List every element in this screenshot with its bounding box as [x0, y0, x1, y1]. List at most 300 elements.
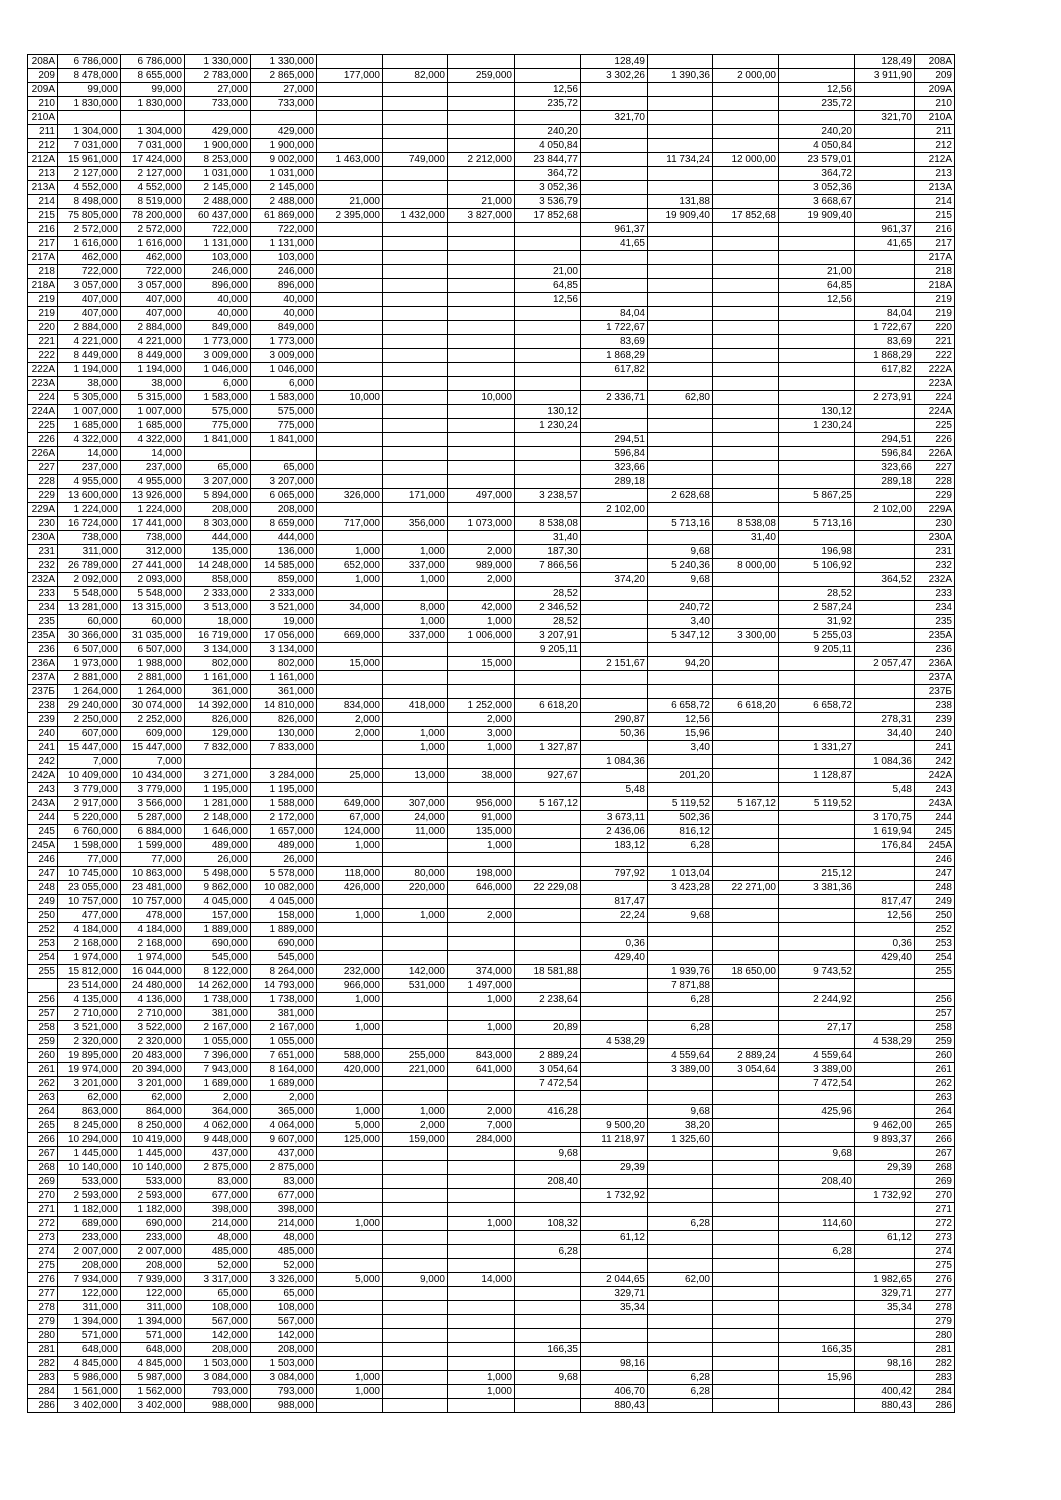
table-cell — [779, 1287, 855, 1301]
table-cell: 40,000 — [251, 307, 317, 321]
table-cell — [713, 1147, 779, 1161]
table-cell — [317, 741, 383, 755]
table-cell: 214,000 — [251, 1217, 317, 1231]
table-cell: 2 889,24 — [713, 1049, 779, 1063]
table-cell — [581, 601, 648, 615]
table-cell: 1 503,000 — [251, 1357, 317, 1371]
table-cell: 257 — [28, 1007, 58, 1021]
table-cell — [515, 377, 581, 391]
table-cell — [515, 783, 581, 797]
table-cell — [779, 713, 855, 727]
table-cell: 13 926,000 — [121, 489, 185, 503]
table-cell: 8 538,08 — [713, 517, 779, 531]
table-row — [28, 55, 955, 69]
table-cell: 221,000 — [383, 1063, 448, 1077]
table-cell: 1,000 — [317, 1021, 383, 1035]
table-cell: 5,000 — [317, 1119, 383, 1133]
table-cell: 272 — [28, 1217, 58, 1231]
table-cell: 122,000 — [58, 1287, 121, 1301]
table-cell — [648, 1315, 713, 1329]
table-cell: 212А — [915, 153, 955, 167]
table-cell: 232 — [915, 559, 955, 573]
table-cell: 8 519,000 — [121, 195, 185, 209]
table-cell — [448, 1259, 515, 1273]
table-cell — [383, 377, 448, 391]
table-cell: 262 — [915, 1077, 955, 1091]
table-cell: 26,000 — [251, 853, 317, 867]
table-cell: 9 862,000 — [185, 881, 251, 895]
table-row — [28, 797, 955, 811]
table-cell: 690,000 — [121, 1217, 185, 1231]
table-cell — [713, 363, 779, 377]
table-cell: 2,000 — [251, 1091, 317, 1105]
table-cell: 208,000 — [185, 1343, 251, 1357]
table-cell: 1,000 — [448, 839, 515, 853]
table-cell: 374,20 — [581, 573, 648, 587]
table-cell — [855, 209, 915, 223]
table-cell: 12,56 — [779, 293, 855, 307]
table-cell — [648, 125, 713, 139]
table-cell — [581, 993, 648, 1007]
table-cell — [515, 349, 581, 363]
table-cell — [448, 1245, 515, 1259]
table-cell: 273 — [915, 1231, 955, 1245]
table-cell — [648, 251, 713, 265]
table-cell: 50,36 — [581, 727, 648, 741]
table-cell: 2 917,000 — [58, 797, 121, 811]
table-cell — [713, 685, 779, 699]
table-row — [28, 489, 955, 503]
table-cell: 2 007,000 — [58, 1245, 121, 1259]
table-cell — [317, 321, 383, 335]
table-cell — [317, 895, 383, 909]
table-cell: 5,48 — [581, 783, 648, 797]
table-cell: 283 — [28, 1371, 58, 1385]
table-cell: 1 830,000 — [58, 97, 121, 111]
table-cell: 247 — [28, 867, 58, 881]
table-cell — [779, 573, 855, 587]
table-cell: 225 — [28, 419, 58, 433]
table-cell: 1 599,000 — [121, 839, 185, 853]
table-cell — [648, 223, 713, 237]
table-cell: 40,000 — [251, 293, 317, 307]
table-cell: 255,000 — [383, 1049, 448, 1063]
table-cell: 407,000 — [58, 307, 121, 321]
table-cell: 17 852,68 — [515, 209, 581, 223]
table-cell — [713, 937, 779, 951]
table-row — [28, 1161, 955, 1175]
table-cell: 52,000 — [185, 1259, 251, 1273]
table-cell: 365,000 — [251, 1105, 317, 1119]
table-cell — [855, 923, 915, 937]
table-cell — [515, 335, 581, 349]
table-row — [28, 97, 955, 111]
table-cell — [383, 349, 448, 363]
table-cell: 265 — [915, 1119, 955, 1133]
table-cell: 478,000 — [121, 909, 185, 923]
table-cell: 15 447,000 — [121, 741, 185, 755]
table-cell: 229А — [915, 503, 955, 517]
table-cell: 257 — [915, 1007, 955, 1021]
table-cell: 2 875,000 — [185, 1161, 251, 1175]
table-cell: 18 650,00 — [713, 965, 779, 979]
table-cell: 108,000 — [185, 1301, 251, 1315]
table-cell: 29,39 — [581, 1161, 648, 1175]
table-row — [28, 727, 955, 741]
table-cell: 212 — [28, 139, 58, 153]
table-cell: 858,000 — [185, 573, 251, 587]
table-cell: 216 — [28, 223, 58, 237]
table-cell: 35,34 — [855, 1301, 915, 1315]
table-cell: 17 852,68 — [713, 209, 779, 223]
table-cell: 208А — [915, 55, 955, 69]
table-cell — [855, 741, 915, 755]
table-cell: 733,000 — [251, 97, 317, 111]
table-cell: 83,000 — [185, 1175, 251, 1189]
table-cell: 183,12 — [581, 839, 648, 853]
table-cell: 12,56 — [855, 909, 915, 923]
table-cell: 826,000 — [251, 713, 317, 727]
table-row — [28, 517, 955, 531]
table-cell — [713, 545, 779, 559]
table-cell — [581, 1343, 648, 1357]
table-cell — [713, 321, 779, 335]
table-cell: 1,000 — [448, 1021, 515, 1035]
table-cell: 21,00 — [779, 265, 855, 279]
table-row — [28, 783, 955, 797]
table-cell: 286 — [28, 1399, 58, 1413]
table-cell — [317, 1007, 383, 1021]
table-cell: 477,000 — [58, 909, 121, 923]
table-cell: 280 — [28, 1329, 58, 1343]
table-cell — [515, 1301, 581, 1315]
table-cell: 1 195,000 — [185, 783, 251, 797]
table-cell: 65,000 — [185, 461, 251, 475]
table-cell: 248 — [28, 881, 58, 895]
table-cell: 1,000 — [383, 545, 448, 559]
table-cell: 1 583,000 — [251, 391, 317, 405]
table-row — [28, 335, 955, 349]
table-cell: 235А — [915, 629, 955, 643]
table-cell: 20,89 — [515, 1021, 581, 1035]
table-cell — [648, 475, 713, 489]
table-cell — [515, 1273, 581, 1287]
table-cell: 232А — [28, 573, 58, 587]
table-cell — [383, 111, 448, 125]
table-cell: 216 — [915, 223, 955, 237]
table-cell — [779, 853, 855, 867]
table-cell — [915, 979, 955, 993]
table-cell: 23 844,77 — [515, 153, 581, 167]
table-cell: 3 238,57 — [515, 489, 581, 503]
table-cell: 1,000 — [383, 909, 448, 923]
table-cell: 5 119,52 — [648, 797, 713, 811]
table-cell: 7 833,000 — [251, 741, 317, 755]
table-cell — [317, 279, 383, 293]
table-row — [28, 167, 955, 181]
table-cell: 21,000 — [317, 195, 383, 209]
table-cell: 209А — [915, 83, 955, 97]
table-cell: 1,000 — [383, 615, 448, 629]
table-cell — [448, 125, 515, 139]
table-cell: 14 248,000 — [185, 559, 251, 573]
table-cell — [855, 671, 915, 685]
table-cell: 6 507,000 — [58, 643, 121, 657]
table-cell: 1 432,000 — [383, 209, 448, 223]
table-cell: 321,70 — [855, 111, 915, 125]
table-cell — [648, 853, 713, 867]
table-cell: 738,000 — [58, 531, 121, 545]
table-cell: 4 136,000 — [121, 993, 185, 1007]
table-cell: 10 409,000 — [58, 769, 121, 783]
table-cell: 52,000 — [251, 1259, 317, 1273]
table-cell — [383, 1035, 448, 1049]
table-cell — [648, 1231, 713, 1245]
table-cell: 617,82 — [581, 363, 648, 377]
table-cell: 1 982,65 — [855, 1273, 915, 1287]
table-cell: 1 497,000 — [448, 979, 515, 993]
table-cell — [648, 55, 713, 69]
table-cell: 220,000 — [383, 881, 448, 895]
table-cell — [855, 419, 915, 433]
table-cell: 61,12 — [581, 1231, 648, 1245]
table-cell: 880,43 — [855, 1399, 915, 1413]
table-row — [28, 181, 955, 195]
table-cell: 277 — [28, 1287, 58, 1301]
table-cell: 286 — [915, 1399, 955, 1413]
table-cell: 0,36 — [581, 937, 648, 951]
table-cell: 62,00 — [648, 1273, 713, 1287]
table-cell: 4 559,64 — [648, 1049, 713, 1063]
table-cell: 3 827,000 — [448, 209, 515, 223]
table-cell: 208,000 — [121, 1259, 185, 1273]
table-cell: 4 184,000 — [121, 923, 185, 937]
table-cell — [317, 377, 383, 391]
table-cell — [581, 1077, 648, 1091]
table-cell — [448, 1231, 515, 1245]
table-row — [28, 741, 955, 755]
table-cell: 609,000 — [121, 727, 185, 741]
table-cell — [713, 1315, 779, 1329]
table-cell — [448, 1007, 515, 1021]
table-cell: 6,28 — [648, 993, 713, 1007]
table-cell: 16 724,000 — [58, 517, 121, 531]
table-row — [28, 853, 955, 867]
table-cell — [317, 587, 383, 601]
table-cell: 437,000 — [251, 1147, 317, 1161]
table-cell — [713, 447, 779, 461]
table-cell: 1 841,000 — [185, 433, 251, 447]
table-cell: 10 757,000 — [121, 895, 185, 909]
table-cell: 896,000 — [251, 279, 317, 293]
table-cell: 259 — [28, 1035, 58, 1049]
table-cell: 222 — [28, 349, 58, 363]
table-cell: 3 271,000 — [185, 769, 251, 783]
table-row — [28, 587, 955, 601]
table-cell — [855, 881, 915, 895]
table-cell: 246,000 — [185, 265, 251, 279]
table-cell — [779, 111, 855, 125]
table-cell: 274 — [915, 1245, 955, 1259]
table-cell: 1 646,000 — [185, 825, 251, 839]
table-cell — [648, 111, 713, 125]
table-cell — [779, 895, 855, 909]
table-cell: 2 000,00 — [713, 69, 779, 83]
table-row — [28, 1105, 955, 1119]
table-cell — [515, 909, 581, 923]
table-cell: 261 — [915, 1063, 955, 1077]
table-cell: 15,96 — [648, 727, 713, 741]
table-cell: 3 326,000 — [251, 1273, 317, 1287]
table-cell: 648,000 — [58, 1343, 121, 1357]
table-cell — [713, 1077, 779, 1091]
table-cell — [581, 1175, 648, 1189]
table-cell — [581, 1049, 648, 1063]
table-cell — [581, 83, 648, 97]
table-cell — [448, 349, 515, 363]
table-cell — [779, 461, 855, 475]
table-cell: 3 284,000 — [251, 769, 317, 783]
table-row — [28, 811, 955, 825]
table-cell — [448, 643, 515, 657]
table-row — [28, 1133, 955, 1147]
table-cell: 364,000 — [185, 1105, 251, 1119]
table-cell: 1 304,000 — [58, 125, 121, 139]
table-cell — [383, 83, 448, 97]
table-cell: 1 224,000 — [121, 503, 185, 517]
table-cell — [648, 1203, 713, 1217]
table-cell: 3 536,79 — [515, 195, 581, 209]
table-cell — [713, 1007, 779, 1021]
table-cell: 429,000 — [185, 125, 251, 139]
table-cell — [515, 1357, 581, 1371]
table-cell: 648,000 — [121, 1343, 185, 1357]
table-cell: 2 436,06 — [581, 825, 648, 839]
table-cell: 13 315,000 — [121, 601, 185, 615]
table-row — [28, 951, 955, 965]
table-cell — [779, 1301, 855, 1315]
table-cell — [448, 251, 515, 265]
table-cell — [648, 895, 713, 909]
table-cell: 2 044,65 — [581, 1273, 648, 1287]
table-cell: 250 — [915, 909, 955, 923]
table-cell: 1 689,000 — [185, 1077, 251, 1091]
table-cell — [383, 1315, 448, 1329]
table-cell: 15 961,000 — [58, 153, 121, 167]
table-cell — [779, 811, 855, 825]
table-cell — [515, 461, 581, 475]
table-row — [28, 223, 955, 237]
table-cell — [581, 1007, 648, 1021]
table-row — [28, 237, 955, 251]
table-cell: 1 055,000 — [251, 1035, 317, 1049]
table-cell — [317, 97, 383, 111]
table-cell: 1 445,000 — [121, 1147, 185, 1161]
table-cell — [779, 531, 855, 545]
table-cell — [855, 195, 915, 209]
table-cell — [383, 1245, 448, 1259]
table-cell: 20 483,000 — [121, 1049, 185, 1063]
table-cell: 9,68 — [515, 1147, 581, 1161]
table-cell — [515, 1329, 581, 1343]
table-cell: 14 392,000 — [185, 699, 251, 713]
table-cell — [713, 643, 779, 657]
table-cell — [581, 517, 648, 531]
table-cell — [317, 363, 383, 377]
table-cell — [383, 293, 448, 307]
table-cell — [448, 685, 515, 699]
table-cell — [855, 265, 915, 279]
table-cell: 3 513,000 — [185, 601, 251, 615]
table-cell — [855, 615, 915, 629]
table-cell: 62,000 — [58, 1091, 121, 1105]
table-cell: 1 252,000 — [448, 699, 515, 713]
table-cell: 3 521,000 — [251, 601, 317, 615]
table-cell: 2 167,000 — [251, 1021, 317, 1035]
table-cell: 259 — [915, 1035, 955, 1049]
table-cell: 571,000 — [121, 1329, 185, 1343]
table-cell — [713, 811, 779, 825]
table-cell — [317, 461, 383, 475]
table-cell — [383, 307, 448, 321]
table-cell: 575,000 — [251, 405, 317, 419]
table-cell: 275 — [28, 1259, 58, 1273]
table-cell — [713, 671, 779, 685]
table-cell: 4 955,000 — [121, 475, 185, 489]
table-cell: 864,000 — [121, 1105, 185, 1119]
table-cell — [383, 223, 448, 237]
table-cell: 3 009,000 — [185, 349, 251, 363]
table-cell: 1 230,24 — [515, 419, 581, 433]
table-cell: 65,000 — [251, 1287, 317, 1301]
table-cell: 8 659,000 — [251, 517, 317, 531]
table-cell: 240,20 — [515, 125, 581, 139]
table-cell: 99,000 — [58, 83, 121, 97]
table-cell — [648, 181, 713, 195]
table-cell: 329,71 — [855, 1287, 915, 1301]
table-row — [28, 125, 955, 139]
table-cell — [713, 1343, 779, 1357]
table-cell: 235,72 — [515, 97, 581, 111]
table-cell: 793,000 — [185, 1385, 251, 1399]
table-cell — [515, 433, 581, 447]
table-cell: 34,40 — [855, 727, 915, 741]
table-cell — [448, 1189, 515, 1203]
table-cell — [713, 1203, 779, 1217]
table-cell — [515, 727, 581, 741]
table-cell: 241 — [28, 741, 58, 755]
table-cell: 4 221,000 — [58, 335, 121, 349]
table-cell: 3,40 — [648, 615, 713, 629]
table-row — [28, 1245, 955, 1259]
table-row — [28, 1273, 955, 1287]
table-cell: 775,000 — [185, 419, 251, 433]
table-cell: 240 — [28, 727, 58, 741]
table-cell — [581, 153, 648, 167]
table-cell: 290,87 — [581, 713, 648, 727]
table-cell: 4 559,64 — [779, 1049, 855, 1063]
table-cell: 131,88 — [648, 195, 713, 209]
table-cell: 279 — [28, 1315, 58, 1329]
table-cell: 502,36 — [648, 811, 713, 825]
table-cell: 230А — [28, 531, 58, 545]
table-cell: 232,000 — [317, 965, 383, 979]
table-row — [28, 1119, 955, 1133]
table-cell: 215,12 — [779, 867, 855, 881]
table-cell: 596,84 — [581, 447, 648, 461]
table-cell: 2 127,000 — [58, 167, 121, 181]
table-cell: 1 327,87 — [515, 741, 581, 755]
